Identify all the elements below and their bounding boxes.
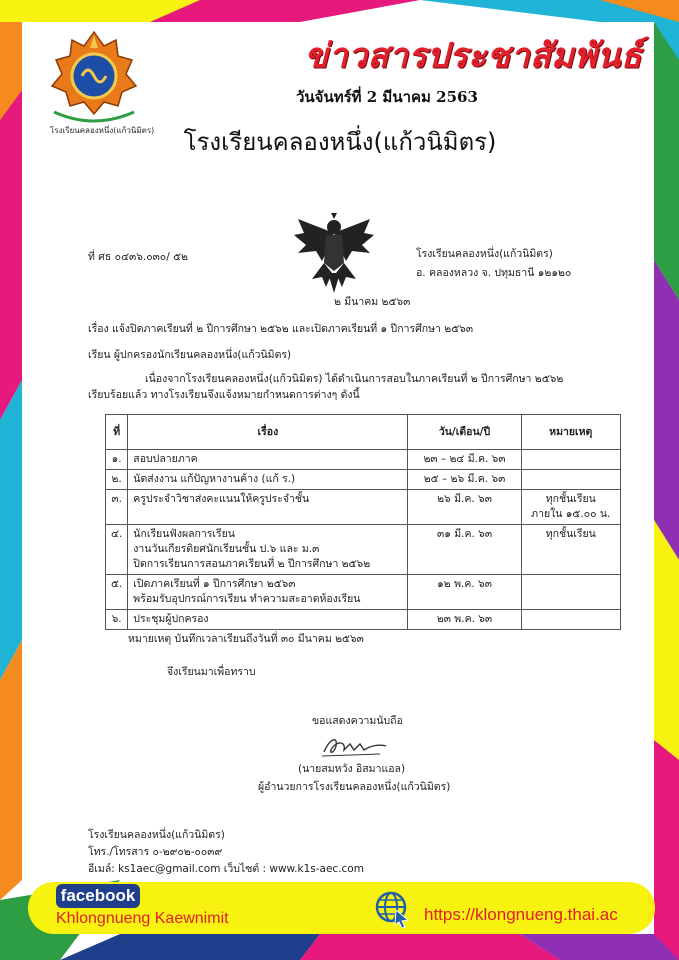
logo-caption: โรงเรียนคลองหนึ่ง(แก้วนิมิตร) [50, 126, 155, 135]
row-topic [128, 450, 408, 470]
globe-cursor-icon [374, 890, 412, 928]
table-row [106, 450, 621, 470]
facebook-icon[interactable]: facebook [56, 884, 140, 908]
row-date: ๒๖ มี.ค. ๖๓ [408, 490, 521, 525]
table-row [106, 575, 621, 610]
letter-date: ๒ มีนาคม ๒๕๖๓ [334, 296, 411, 308]
row-number: ๒. [106, 470, 128, 490]
row-number: ๓. [106, 490, 128, 525]
table-row [106, 490, 621, 525]
row-date: ๒๓ – ๒๔ มี.ค. ๖๓ [408, 450, 521, 470]
row-number: ๔. [106, 525, 128, 575]
row-topic-line: ครูประจำวิชาส่งคะแนนให้ครูประจำชั้น [133, 493, 310, 505]
header-topic: เรื่อง [128, 415, 408, 450]
row-topic [128, 610, 408, 630]
footer-school: โรงเรียนคลองหนึ่ง(แก้วนิมิตร) [88, 829, 225, 841]
row-topic-line: สอบปลายภาค [133, 453, 198, 465]
garuda-emblem-icon [292, 213, 376, 293]
row-topic-line: งานวันเกียรติยศนักเรียนชั้น ป.๖ และ ม.๓ [133, 543, 320, 555]
row-date: ๒๓ พ.ค. ๖๓ [408, 610, 521, 630]
row-topic [128, 525, 408, 575]
row-topic-line: เปิดภาคเรียนที่ ๑ ปีการศึกษา ๒๕๖๓ [133, 578, 296, 590]
sender-address: อ. คลองหลวง จ. ปทุมธานี ๑๒๑๒๐ [416, 267, 572, 279]
row-note [521, 450, 620, 470]
footer-email: อีเมล์: ks1aec@gmail.com เว็บไซต์ : www.k1s-aec.com [88, 863, 364, 875]
row-topic-line: นักเรียนฟังผลการเรียน [133, 528, 235, 540]
website-link[interactable]: https://klongnueng.thai.ac [424, 905, 618, 924]
row-date: ๑๒ พ.ค. ๖๓ [408, 575, 521, 610]
schedule-header-row [106, 415, 621, 450]
letter-subject: เรื่อง แจ้งปิดภาคเรียนที่ ๒ ปีการศึกษา ๒๕๖๒ และเปิดภาคเรียนที่ ๑ ปีการศึกษา ๒๕๖๓ [88, 323, 473, 335]
row-note [521, 610, 620, 630]
school-logo-icon [46, 26, 142, 136]
letter-salutation: เรียน ผู้ปกครองนักเรียนคลองหนึ่ง(แก้วนิมิตร) [88, 349, 292, 361]
row-topic-line: ปิดการเรียนการสอนภาคเรียนที่ ๒ ปีการศึกษา ๒๕๖๒ [133, 558, 371, 570]
signature-icon [320, 732, 390, 760]
row-note-line: ภายใน ๑๕.๐๐ น. [531, 508, 611, 520]
row-note-line: ทุกชั้นเรียน [545, 493, 596, 505]
header-no: ที่ [106, 415, 128, 450]
row-note [521, 490, 620, 525]
row-note [521, 470, 620, 490]
letter-body-line-1: เนื่องจากโรงเรียนคลองหนึ่ง(แก้วนิมิตร) ได้ดำเนินการสอบในภาคเรียนที่ ๒ ปีการศึกษา ๒๕๖๒ [145, 373, 564, 385]
regards: ขอแสดงความนับถือ [312, 715, 403, 727]
letter-body-line-2: เรียบร้อยแล้ว ทางโรงเรียนจึงแจ้งหมายกำหนดการต่างๆ ดังนี้ [88, 389, 360, 401]
footer-phone: โทร./โทรสาร ๐-๒๙๐๒-๐๐๓๙ [88, 846, 223, 858]
sender-name: โรงเรียนคลองหนึ่ง(แก้วนิมิตร) [416, 248, 553, 260]
remark: หมายเหตุ บันทึกเวลาเรียนถึงวันที่ ๓๐ มีนาคม ๒๕๖๓ [128, 633, 364, 645]
header-date: วัน/เดือน/ปี [408, 415, 521, 450]
row-topic [128, 490, 408, 525]
row-date: ๒๕ – ๒๖ มี.ค. ๖๓ [408, 470, 521, 490]
closing-line: จึงเรียนมาเพื่อทราบ [167, 666, 256, 678]
table-row [106, 470, 621, 490]
signer-title: ผู้อำนวยการโรงเรียนคลองหนึ่ง(แก้วนิมิตร) [258, 781, 451, 793]
row-number: ๑. [106, 450, 128, 470]
row-note [521, 525, 620, 575]
news-headline: ข่าวสารประชาสัมพันธ์ [304, 36, 642, 76]
row-note [521, 575, 620, 610]
schedule-table [105, 414, 621, 630]
reference-number: ที่ ศธ ๐๔๓๖.๐๓๐/ ๕๒ [88, 251, 188, 263]
table-row [106, 525, 621, 575]
row-number: ๕. [106, 575, 128, 610]
facebook-page-link[interactable]: Khlongnueng Kaewnimit [56, 910, 229, 927]
row-topic [128, 470, 408, 490]
signer-name: (นายสมหวัง อิสมาแอล) [298, 763, 406, 775]
news-date: วันจันทร์ที่ 2 มีนาคม 2563 [296, 88, 478, 106]
row-topic-line: ประชุมผู้ปกครอง [133, 613, 209, 625]
header-note: หมายเหตุ [521, 415, 620, 450]
row-number: ๖. [106, 610, 128, 630]
row-topic [128, 575, 408, 610]
row-date: ๓๑ มี.ค. ๖๓ [408, 525, 521, 575]
row-note-line: ทุกชั้นเรียน [545, 528, 596, 540]
row-topic-line: พร้อมรับอุปกรณ์การเรียน ทำความสะอาดห้องเรียน [133, 593, 361, 605]
row-topic-line: นัดส่งงาน แก้ปัญหางานค้าง (แก้ ร.) [133, 473, 296, 485]
school-title: โรงเรียนคลองหนึ่ง(แก้วนิมิตร) [183, 128, 497, 156]
table-row [106, 610, 621, 630]
